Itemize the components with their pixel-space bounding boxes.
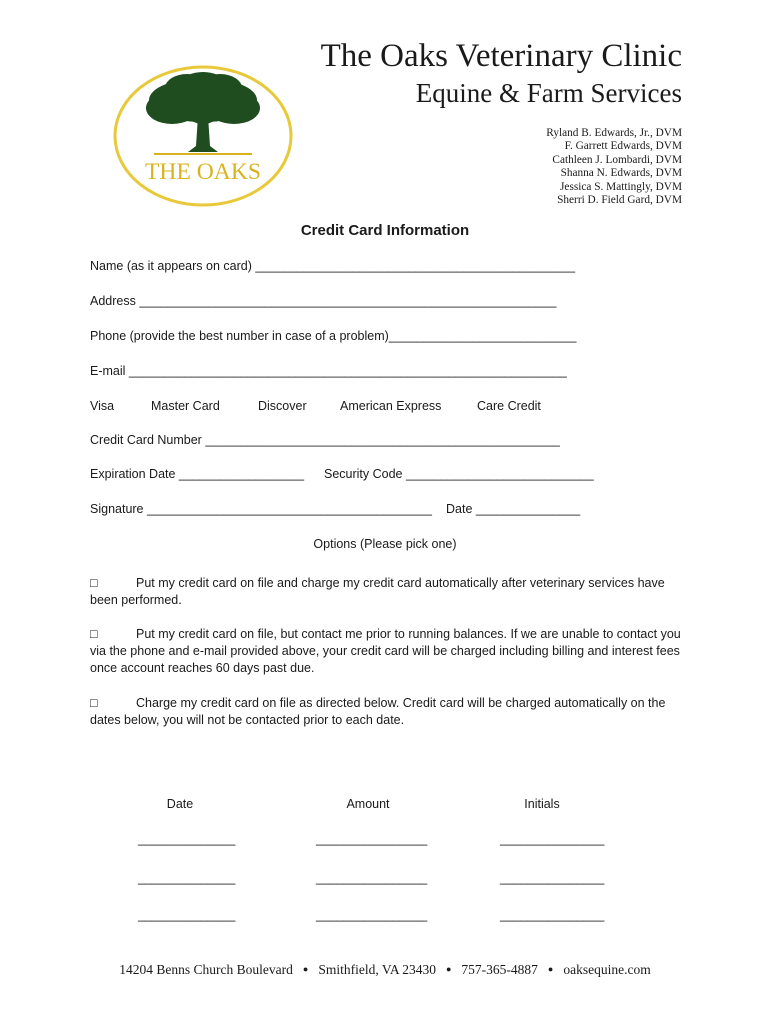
option-1-checkbox[interactable]: □ xyxy=(90,576,98,590)
schedule-date-blank[interactable]: ______________ xyxy=(138,871,236,885)
card-type-mastercard[interactable]: Master Card xyxy=(151,399,220,413)
doctor-name: Jessica S. Mattingly, DVM xyxy=(560,180,682,193)
schedule-amount-blank[interactable]: ________________ xyxy=(316,832,428,846)
schedule-header-initials: Initials xyxy=(524,797,560,811)
option-3 xyxy=(90,695,682,729)
doctor-name: F. Garrett Edwards, DVM xyxy=(564,140,682,153)
card-type-american-express[interactable]: American Express xyxy=(340,399,442,413)
clinic-subtitle: Equine & Farm Services xyxy=(415,78,682,108)
doctor-name: Cathleen J. Lombardi, DVM xyxy=(552,153,682,166)
name-on-card-field[interactable]: Name (as it appears on card) ______________________________________________ xyxy=(90,259,576,273)
option-2-checkbox[interactable]: □ xyxy=(90,627,98,641)
schedule-amount-blank[interactable]: ________________ xyxy=(316,908,428,922)
signature-field[interactable]: Signature _________________________________________ xyxy=(90,502,433,516)
schedule-header-amount: Amount xyxy=(346,797,390,811)
footer-phone: 757-365-4887 xyxy=(461,962,538,977)
doctor-name: Ryland B. Edwards, Jr., DVM xyxy=(546,127,682,139)
card-type-care-credit[interactable]: Care Credit xyxy=(477,399,541,413)
signature-date-field[interactable]: Date _______________ xyxy=(446,502,581,516)
option-2 xyxy=(90,626,682,677)
bullet-separator: ● xyxy=(445,964,452,974)
footer-address: 14204 Benns Church Boulevard xyxy=(119,962,293,977)
schedule-date-blank[interactable]: ______________ xyxy=(138,908,236,922)
card-number-field[interactable]: Credit Card Number ___________________________________________________ xyxy=(90,433,560,447)
logo-text: THE OAKS xyxy=(145,159,261,184)
card-type-visa[interactable]: Visa xyxy=(90,399,115,413)
footer-city: Smithfield, VA 23430 xyxy=(318,962,436,977)
the-oaks-logo xyxy=(112,64,294,208)
bullet-separator: ● xyxy=(302,964,309,974)
doctor-list xyxy=(546,127,682,207)
schedule-amount-blank[interactable]: ________________ xyxy=(316,871,428,885)
card-type-options xyxy=(0,399,770,417)
footer xyxy=(0,962,770,978)
doctor-name: Shanna N. Edwards, DVM xyxy=(560,167,682,180)
option-2-text: Put my credit card on file, but contact me prior to running balances. If we are unable to contact you via the phone and e-mail provided above, your credit card will be charged including billing and interest fees once account reaches 60 days past due. xyxy=(90,627,681,675)
options-heading: Options (Please pick one) xyxy=(313,537,457,551)
option-3-checkbox[interactable]: □ xyxy=(90,696,98,710)
doctor-name: Sherri D. Field Gard, DVM xyxy=(557,194,682,207)
security-code-field[interactable]: Security Code ___________________________ xyxy=(324,467,594,481)
phone-field[interactable]: Phone (provide the best number in case of a problem)___________________________ xyxy=(90,329,577,343)
bullet-separator: ● xyxy=(547,964,554,974)
address-field[interactable]: Address ____________________________________________________________ xyxy=(90,294,557,308)
option-1 xyxy=(90,575,682,609)
form-title: Credit Card Information xyxy=(300,222,470,239)
schedule-initials-blank[interactable]: _______________ xyxy=(500,832,605,846)
expiration-date-field[interactable]: Expiration Date __________________ xyxy=(90,467,305,481)
email-field[interactable]: E-mail _______________________________________________________________ xyxy=(90,364,567,378)
card-type-discover[interactable]: Discover xyxy=(258,399,307,413)
schedule-initials-blank[interactable]: _______________ xyxy=(500,908,605,922)
footer-website[interactable]: oaksequine.com xyxy=(563,962,651,977)
schedule-date-blank[interactable]: ______________ xyxy=(138,832,236,846)
option-3-text: Charge my credit card on file as directed below. Credit card will be charged automatically on the dates below, you will not be contacted prior to each date. xyxy=(90,696,666,727)
clinic-name: The Oaks Veterinary Clinic xyxy=(320,38,682,74)
schedule-initials-blank[interactable]: _______________ xyxy=(500,871,605,885)
option-1-text: Put my credit card on file and charge my credit card automatically after veterinary services have been performed. xyxy=(90,576,665,607)
schedule-header-date: Date xyxy=(166,797,194,811)
